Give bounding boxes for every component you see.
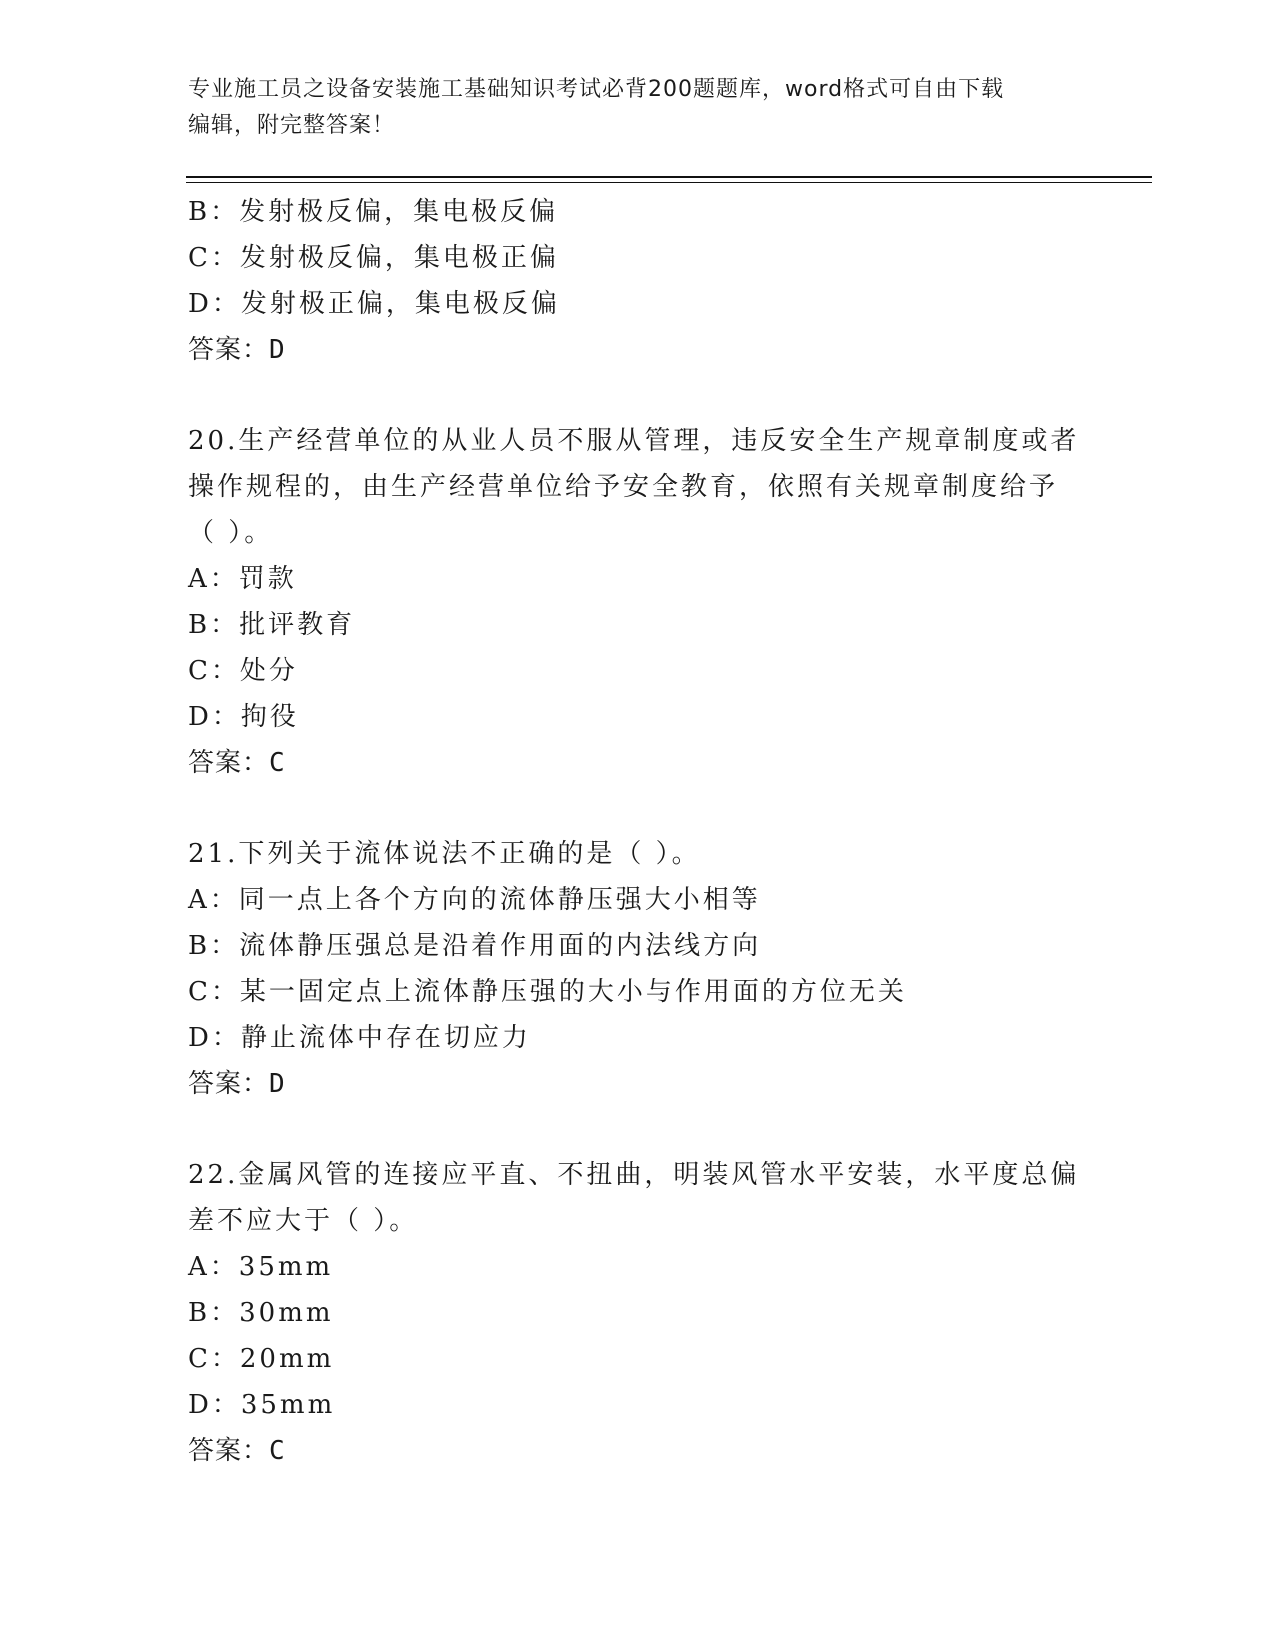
option-a: A：罚款 (188, 564, 297, 594)
answer-line: 答案：D (188, 335, 286, 365)
option-d: D：拘役 (188, 702, 299, 732)
answer-line: 答案：C (188, 1436, 286, 1466)
spacer (188, 373, 1088, 418)
question-stem-line: 操作规程的，由生产经营单位给予安全教育，依照有关规章制度给予 (188, 472, 1059, 502)
question-stem-line: 20.生产经营单位的从业人员不服从管理，违反安全生产规章制度或者 (188, 426, 1080, 456)
question-21 (188, 831, 1088, 1107)
header-title-line2: 编辑，附完整答案！ (188, 113, 396, 138)
option-c: C：20mm (188, 1344, 335, 1374)
question-20 (188, 418, 1088, 786)
option-b: B：流体静压强总是沿着作用面的内法线方向 (188, 931, 762, 961)
question-22 (188, 1152, 1088, 1474)
question-stem-line: 22.金属风管的连接应平直、不扭曲，明装风管水平安装，水平度总偏 (188, 1160, 1080, 1190)
document-header (188, 72, 1068, 144)
option-a: A：35mm (188, 1252, 334, 1282)
spacer (188, 786, 1088, 831)
answer-line: 答案：D (188, 1069, 286, 1099)
question-19-tail (188, 189, 1088, 373)
option-b: B：30mm (188, 1298, 334, 1328)
answer-line: 答案：C (188, 748, 286, 778)
option-d: D：发射极正偏，集电极反偏 (188, 289, 560, 319)
spacer (188, 1107, 1088, 1152)
header-divider-thin (186, 182, 1152, 183)
option-b: B：发射极反偏，集电极反偏 (188, 197, 559, 227)
document-body (188, 189, 1088, 1474)
option-d: D：35mm (188, 1390, 336, 1420)
option-b: B：批评教育 (188, 610, 356, 640)
option-a: A：同一点上各个方向的流体静压强大小相等 (188, 885, 761, 915)
header-title-line1: 专业施工员之设备安装施工基础知识考试必背200题题库，word格式可自由下载 (188, 77, 1005, 102)
question-stem-line: 差不应大于（ ）。 (188, 1206, 419, 1236)
header-divider-thick (186, 176, 1152, 178)
option-c: C：发射极反偏，集电极正偏 (188, 243, 559, 273)
question-stem-line: 21.下列关于流体说法不正确的是（ ）。 (188, 839, 701, 869)
option-c: C：某一固定点上流体静压强的大小与作用面的方位无关 (188, 977, 907, 1007)
option-c: C：处分 (188, 656, 298, 686)
option-d: D：静止流体中存在切应力 (188, 1023, 531, 1053)
question-stem-line: （ ）。 (188, 518, 274, 548)
